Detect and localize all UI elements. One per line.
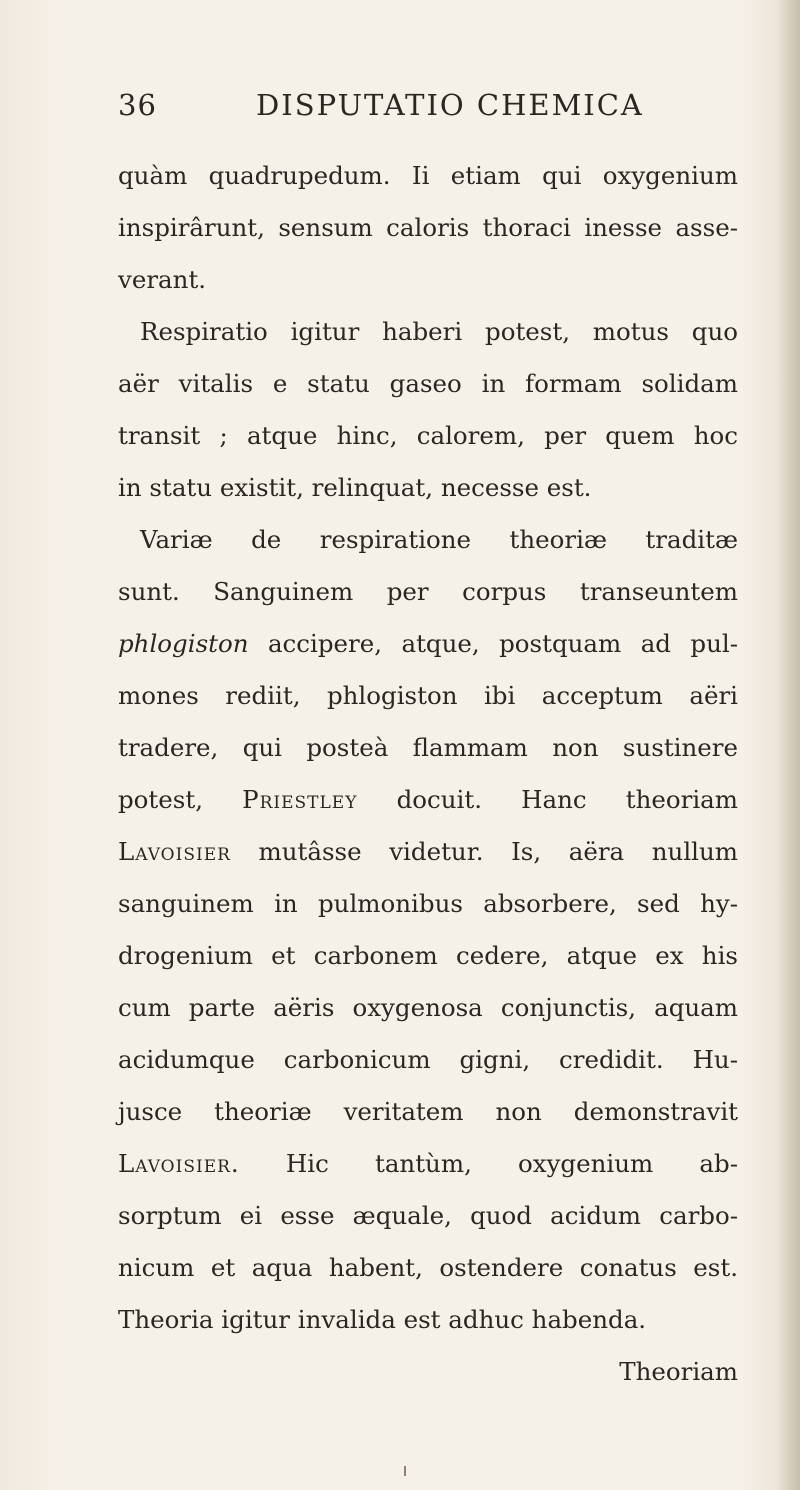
catchword: Theoriam (619, 1357, 738, 1386)
text-line: jusce theoriæ veritatem non demonstravit (118, 1097, 738, 1126)
text-line: aër vitalis e statu gaseo in formam solidam (118, 369, 738, 398)
text-line: Theoria igitur invalida est adhuc habenda. (118, 1305, 647, 1334)
text-line: verant. (118, 265, 207, 294)
text-line: inspirârunt, sensum caloris thoraci inesse asse- (118, 213, 738, 242)
text-line: acidumque carbonicum gigni, credidit. Hu- (118, 1045, 738, 1074)
text-segment: potest, (118, 785, 243, 814)
text-line: sorptum ei esse æquale, quod acidum carbo- (118, 1201, 738, 1230)
text-line: in statu existit, relinquat, necesse est. (118, 473, 592, 502)
text-segment: mutâsse videtur. Is, aëra nullum (230, 837, 738, 866)
text-line: sanguinem in pulmonibus absorbere, sed hy- (118, 889, 738, 918)
text-segment: Hic tantùm, oxygenium ab- (239, 1149, 738, 1178)
text-line: drogenium et carbonem cedere, atque ex his (118, 941, 738, 970)
text-line: tradere, qui posteà flammam non sustinere (118, 733, 738, 762)
author-name: Priestley (242, 785, 358, 814)
text-line: quàm quadrupedum. Ii etiam qui oxygenium (118, 161, 738, 190)
text-line: Variæ de respiratione theoriæ traditæ (140, 525, 738, 554)
text-line: cum parte aëris oxygenosa conjunctis, aquam (118, 993, 738, 1022)
text-line: nicum et aqua habent, ostendere conatus est. (118, 1253, 738, 1282)
text-line: transit ; atque hinc, calorem, per quem hoc (118, 421, 738, 450)
text-line (118, 826, 738, 878)
author-name: Lavoisier. (118, 1149, 240, 1178)
page-edge-shadow (776, 0, 800, 1490)
text-segment: docuit. Hanc theoriam (357, 785, 738, 814)
text-segment: accipere, atque, postquam ad pul- (248, 629, 738, 658)
text-line (118, 774, 738, 826)
italic-term: phlogiston (118, 629, 249, 658)
page-number: 36 (118, 88, 157, 122)
text-line: mones rediit, phlogiston ibi acceptum aëri (118, 681, 738, 710)
running-header (118, 88, 698, 128)
text-line: Respiratio igitur haberi potest, motus quo (140, 317, 738, 346)
ink-speck (404, 1466, 406, 1476)
text-line (118, 1138, 738, 1190)
body-text (118, 150, 738, 1398)
text-line (118, 618, 738, 670)
text-line: sunt. Sanguinem per corpus transeuntem (118, 577, 738, 606)
running-title: DISPUTATIO CHEMICA (256, 88, 644, 122)
author-name: Lavoisier (118, 837, 231, 866)
